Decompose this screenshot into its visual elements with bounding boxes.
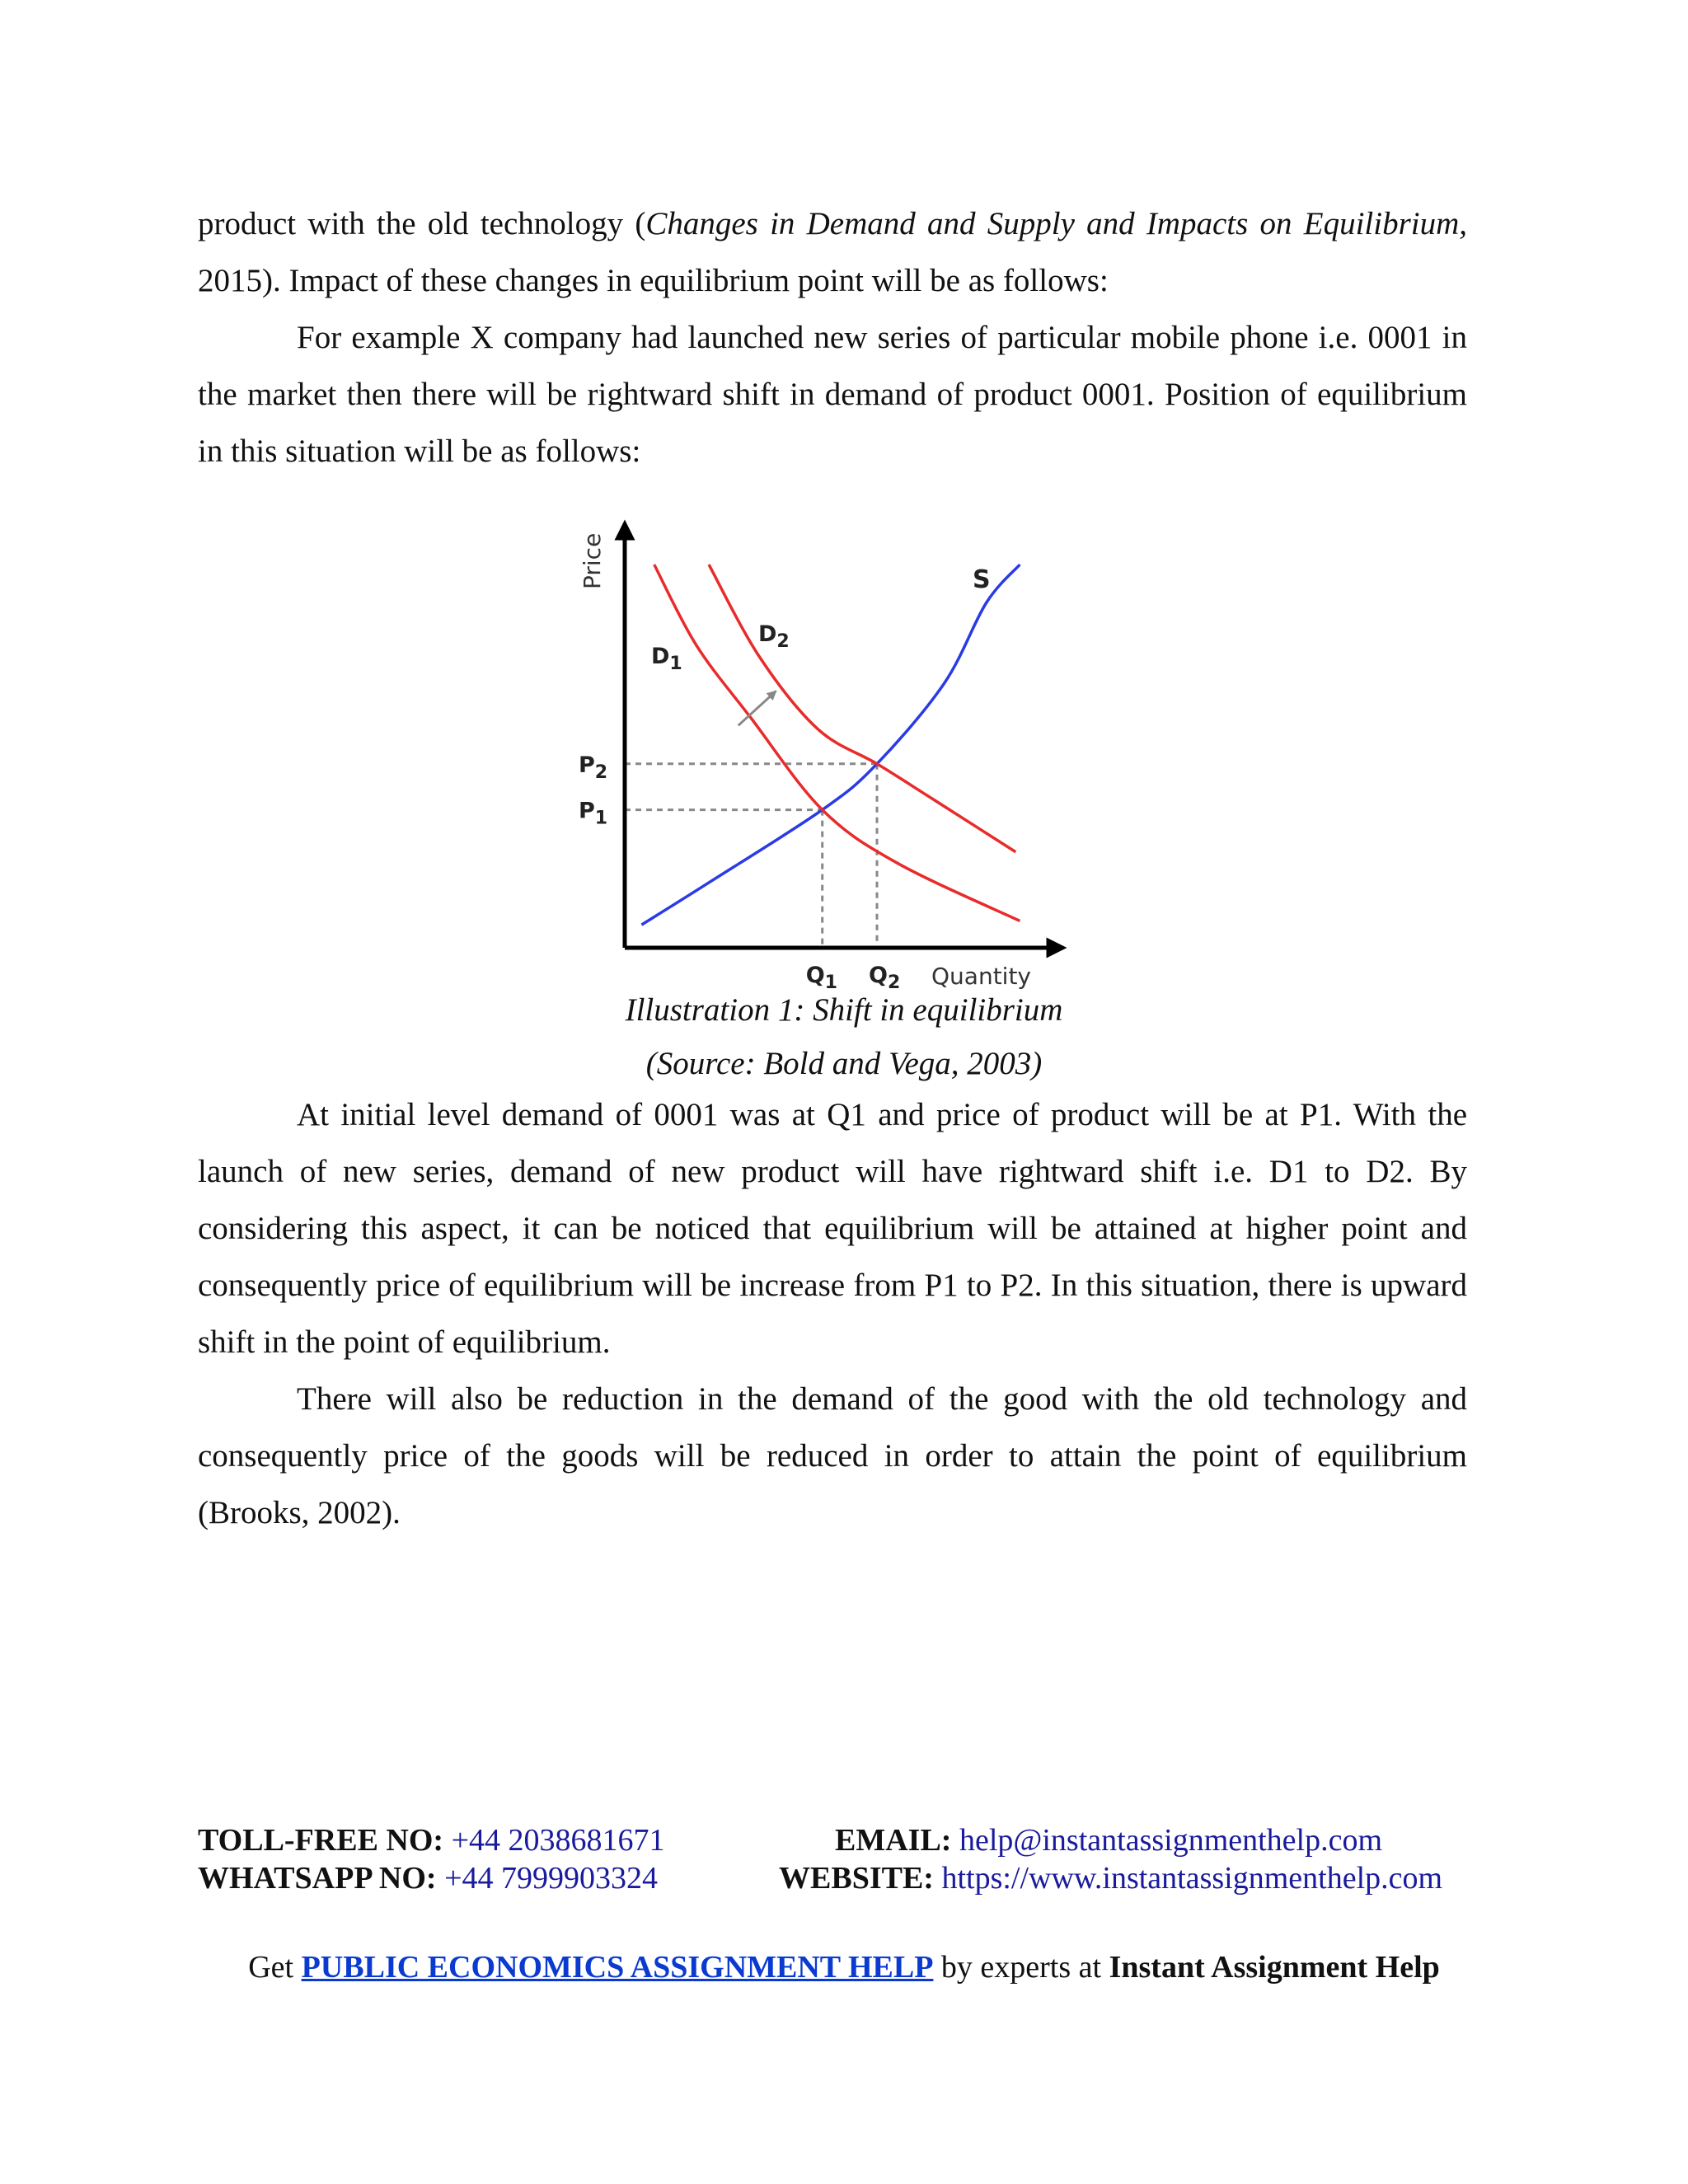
equilibrium-shift-figure [569,523,1080,1001]
paragraph-example: For example X company had launched new series of particular mobile phone i.e. 0001 in the market then there will be rightward shift in demand of product 0001. Position of equilibrium in this situation will be as follows: [198,320,1467,469]
figure-source: (Source: Bold and Vega, 2003) [645,1046,1043,1081]
tollfree-line [198,1821,665,1859]
s-curve [641,565,1020,925]
whatsapp-line [198,1859,658,1897]
website-line [779,1859,1442,1897]
website-link[interactable]: https://www.instantassignmenthelp.com [933,1861,1443,1896]
x-axis-label: Quantity [931,963,1031,990]
whatsapp-label: WHATSAPP NO: [198,1861,437,1896]
y-axis-label: Price [579,532,606,589]
cta-prefix: Get [248,1950,302,1985]
intro-text-start: product with the old technology ( [198,206,646,241]
email-line [835,1821,1382,1859]
tollfree-label: TOLL-FREE NO: [198,1823,444,1858]
d2-label: $D_2$ [758,621,790,652]
figure-caption: Illustration 1: Shift in equilibrium [625,992,1063,1028]
public-economics-help-link[interactable]: PUBLIC ECONOMICS ASSIGNMENT HELP [301,1950,934,1985]
cta-brand: Instant Assignment Help [1109,1950,1440,1985]
p1-label: $P_1$ [579,798,608,829]
email-label: EMAIL: [835,1823,952,1858]
intro-citation-title: Changes in Demand and Supply and Impacts on Equilibrium, [645,206,1467,241]
s-label: S [973,565,991,594]
figure-source-clip [0,1045,1688,1081]
q2-label: $Q_2$ [869,963,901,993]
cta-line [0,1949,1688,1985]
website-label: WEBSITE: [779,1861,934,1896]
paragraph-intro [198,195,1467,309]
p2-label: $P_2$ [579,752,608,783]
tollfree-number[interactable]: +44 2038681671 [443,1823,665,1858]
supply-demand-chart [569,523,1080,1001]
intro-text-end: 2015). Impact of these changes in equilibrium point will be as follows: [198,263,1109,298]
paragraph-conclusion: There will also be reduction in the demand of the good with the old technology and consequently price of the goods will be reduced in order to attain the point of equilibrium (Brooks, 2002). [198,1381,1467,1530]
cta-middle: by experts at [933,1950,1109,1985]
d1-label: $D_1$ [651,644,682,674]
q1-label: $Q_1$ [805,963,837,993]
whatsapp-number[interactable]: +44 7999903324 [436,1861,659,1896]
paragraph-analysis: At initial level demand of 0001 was at Q1 and price of product will be at P1. With the launch of new series, demand of new product will have rightward shift i.e. D1 to D2. By considering this aspect, it can be noticed that equilibrium will be attained at higher point and consequently price of equilibrium will be increase from P1 to P2. In this situation, there is upward shift in the point of equilibrium. [198,1097,1467,1360]
email-link[interactable]: help@instantassignmenthelp.com [951,1823,1383,1858]
